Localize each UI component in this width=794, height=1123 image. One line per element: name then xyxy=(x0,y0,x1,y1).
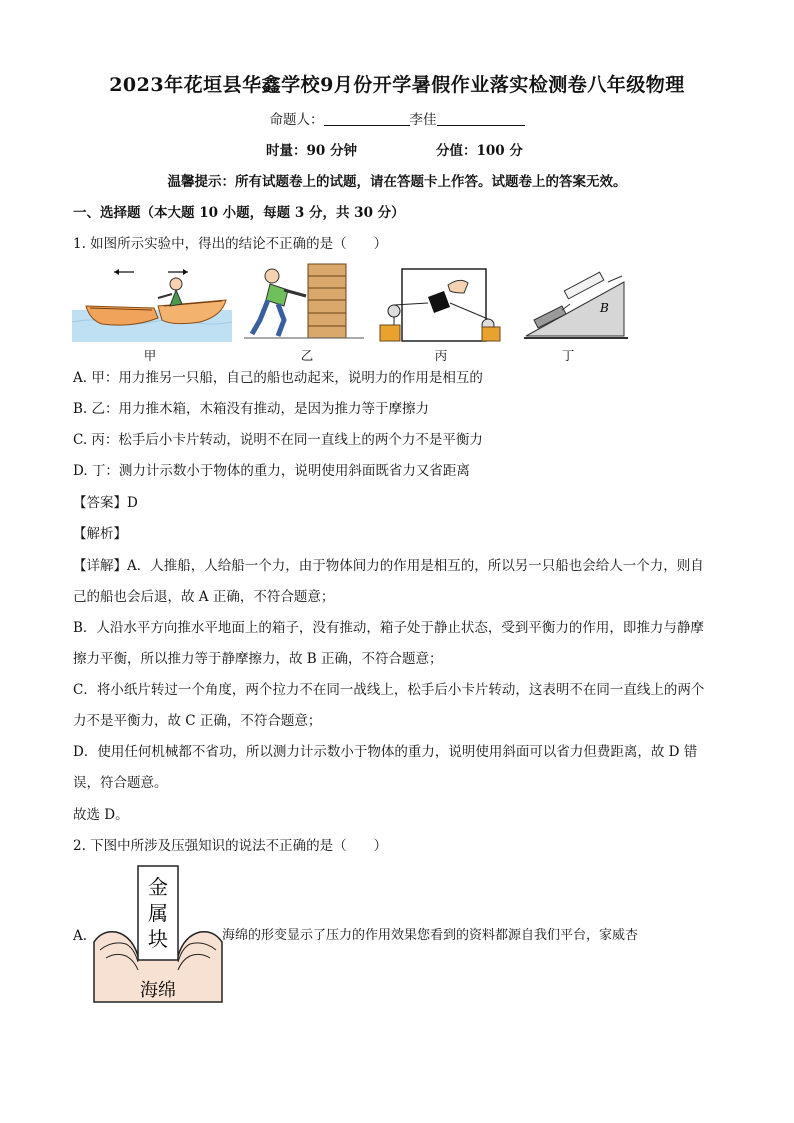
time-label: 时量：90 分钟 xyxy=(266,143,357,159)
q1-answer: 【答案】D xyxy=(73,495,138,511)
figure-incline xyxy=(524,276,628,342)
caption-yi: 乙 xyxy=(300,348,314,363)
q2-option-a-text: 海绵的形变显示了压力的作用效果您看到的资料都源自我们平台，家威杏 xyxy=(222,928,639,943)
figure-push-boxes xyxy=(244,260,364,342)
detail-line: 己的船也会后退，故 A 正确，不符合题意； xyxy=(73,589,335,605)
q1-option-b: B. 乙：用力推木箱，木箱没有推动，是因为推力等于摩擦力 xyxy=(73,401,430,417)
notice: 温馨提示：所有试题卷上的试题，请在答题卡上作答。试题卷上的答案无效。 xyxy=(167,174,627,190)
figure-metal-block-sponge xyxy=(92,864,226,1006)
detail-line: 误，符合题意。 xyxy=(73,775,168,791)
author-name: 李佳 xyxy=(409,112,437,128)
q1-analysis-label: 【解析】 xyxy=(73,526,127,542)
caption-jia: 甲 xyxy=(143,348,157,363)
q1-conclusion: 故选 D。 xyxy=(73,807,129,823)
block-char: 金 xyxy=(148,875,168,899)
q1-option-d: D. 丁：测力计示数小于物体的重力，说明使用斜面既省力又省距离 xyxy=(73,463,470,479)
detail-line: 擦力平衡，所以推力等于静摩擦力，故 B 正确，不符合题意； xyxy=(73,651,443,667)
detail-line: B．人沿水平方向推水平地面上的箱子，没有推动，箱子处于静止状态，受到平衡力的作用，即推力与静摩 xyxy=(73,620,704,636)
detail-line: D．使用任何机械都不省功，所以测力计示数小于物体的重力，说明使用斜面可以省力但费距离，故 D 错 xyxy=(73,744,698,760)
author-label: 命题人： xyxy=(269,112,324,128)
figure-card-pulleys xyxy=(374,263,508,343)
figure-label-b: B xyxy=(600,301,609,315)
q2-stem: 2. 下图中所涉及压强知识的说法不正确的是（ ） xyxy=(73,838,388,854)
author-blank xyxy=(324,110,410,126)
detail-line: C．将小纸片转过一个角度，两个拉力不在同一战线上，松手后小卡片转动，这表明不在同一直线上的两个 xyxy=(73,682,705,698)
block-char: 块 xyxy=(148,927,168,951)
caption-bing: 丙 xyxy=(434,348,448,363)
q1-stem: 1. 如图所示实验中，得出的结论不正确的是（ ） xyxy=(73,236,388,252)
figure-boats xyxy=(72,262,232,342)
author-line xyxy=(0,110,794,130)
q1-option-a: A. 甲：用力推另一只船，自己的船也动起来，说明力的作用是相互的 xyxy=(73,370,483,386)
block-char: 属 xyxy=(148,901,168,925)
score-label: 分值：100 分 xyxy=(436,143,523,159)
author-blank-2 xyxy=(437,110,525,126)
page-title: 2023年花垣县华鑫学校9月份开学暑假作业落实检测卷八年级物理 xyxy=(109,74,685,96)
sponge-label: 海绵 xyxy=(140,980,176,1001)
detail-line: 【详解】A．人推船，人给船一个力，由于物体间力的作用是相互的，所以另一只船也会给人一个力，则自 xyxy=(73,558,704,574)
q2-option-a-label: A. xyxy=(73,928,88,944)
caption-ding: 丁 xyxy=(561,348,575,363)
q1-option-c: C. 丙：松手后小卡片转动，说明不在同一直线上的两个力不是平衡力 xyxy=(73,432,483,448)
section-heading: 一、选择题（本大题 10 小题，每题 3 分，共 30 分） xyxy=(73,205,405,221)
detail-line: 力不是平衡力，故 C 正确，不符合题意； xyxy=(73,713,322,729)
